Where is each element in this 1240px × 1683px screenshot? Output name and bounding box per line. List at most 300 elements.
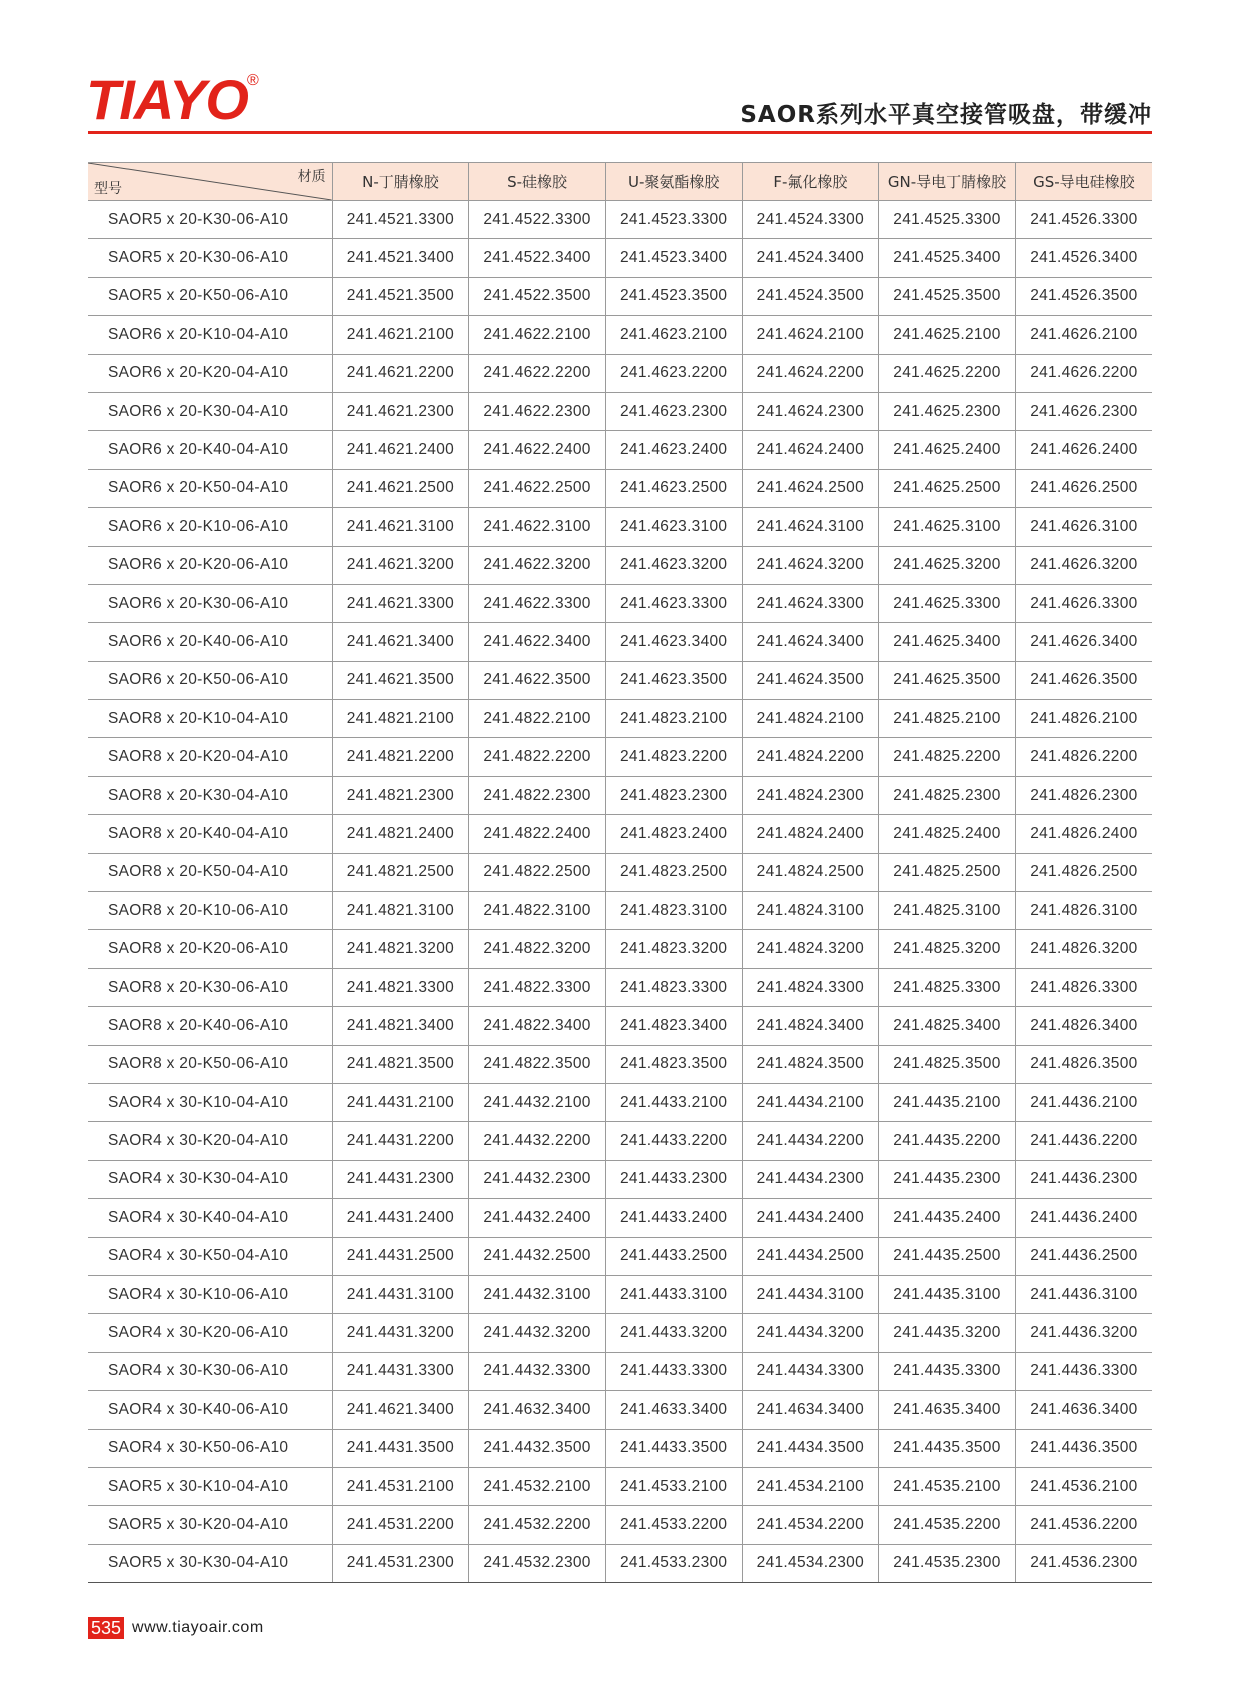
model-cell: SAOR5 x 30-K30-04-A10 <box>88 1544 332 1582</box>
model-cell: SAOR6 x 20-K20-06-A10 <box>88 546 332 584</box>
part-code-cell: 241.4622.2500 <box>469 469 606 507</box>
model-cell: SAOR6 x 20-K50-04-A10 <box>88 469 332 507</box>
part-code-cell: 241.4822.2400 <box>469 815 606 853</box>
table-row <box>88 1544 1152 1582</box>
part-code-cell: 241.4823.2500 <box>605 853 742 891</box>
model-cell: SAOR8 x 20-K30-04-A10 <box>88 776 332 814</box>
part-code-cell: 241.4626.2100 <box>1015 316 1152 354</box>
part-code-cell: 241.4535.2100 <box>879 1467 1016 1505</box>
part-code-cell: 241.4625.2100 <box>879 316 1016 354</box>
model-cell: SAOR6 x 20-K40-06-A10 <box>88 623 332 661</box>
part-code-cell: 241.4626.2200 <box>1015 354 1152 392</box>
part-code-cell: 241.4825.2200 <box>879 738 1016 776</box>
part-code-cell: 241.4621.3400 <box>332 1391 469 1429</box>
part-code-cell: 241.4532.2300 <box>469 1544 606 1582</box>
table-row <box>88 738 1152 776</box>
part-code-cell: 241.4621.3400 <box>332 623 469 661</box>
part-code-cell: 241.4821.2300 <box>332 776 469 814</box>
table-row <box>88 661 1152 699</box>
part-code-cell: 241.4826.3100 <box>1015 892 1152 930</box>
part-code-cell: 241.4823.2200 <box>605 738 742 776</box>
part-code-cell: 241.4535.2300 <box>879 1544 1016 1582</box>
table-row <box>88 469 1152 507</box>
part-code-cell: 241.4624.2100 <box>742 316 879 354</box>
part-code-cell: 241.4822.2200 <box>469 738 606 776</box>
table-row <box>88 623 1152 661</box>
part-number-table <box>88 162 1152 1583</box>
part-code-cell: 241.4625.3500 <box>879 661 1016 699</box>
part-code-cell: 241.4433.2300 <box>605 1160 742 1198</box>
part-code-cell: 241.4432.3100 <box>469 1275 606 1313</box>
table-row <box>88 392 1152 430</box>
table-row <box>88 1007 1152 1045</box>
part-code-cell: 241.4826.2200 <box>1015 738 1152 776</box>
page-number: 535 <box>88 1617 124 1639</box>
part-code-cell: 241.4525.3300 <box>879 201 1016 239</box>
part-code-cell: 241.4435.3500 <box>879 1429 1016 1467</box>
part-code-cell: 241.4822.2300 <box>469 776 606 814</box>
part-code-cell: 241.4526.3300 <box>1015 201 1152 239</box>
part-code-cell: 241.4823.3400 <box>605 1007 742 1045</box>
part-code-cell: 241.4623.2400 <box>605 431 742 469</box>
part-code-cell: 241.4432.3500 <box>469 1429 606 1467</box>
table-row <box>88 930 1152 968</box>
part-code-cell: 241.4523.3400 <box>605 239 742 277</box>
part-code-cell: 241.4623.2200 <box>605 354 742 392</box>
part-code-cell: 241.4821.3300 <box>332 968 469 1006</box>
model-cell: SAOR6 x 20-K40-04-A10 <box>88 431 332 469</box>
table-row <box>88 1122 1152 1160</box>
part-code-cell: 241.4624.2200 <box>742 354 879 392</box>
model-cell: SAOR8 x 20-K10-04-A10 <box>88 700 332 738</box>
model-cell: SAOR8 x 20-K20-06-A10 <box>88 930 332 968</box>
website-link[interactable]: www.tiayoair.com <box>132 1619 264 1636</box>
part-code-cell: 241.4822.3400 <box>469 1007 606 1045</box>
part-code-cell: 241.4626.3100 <box>1015 508 1152 546</box>
model-cell: SAOR5 x 20-K50-06-A10 <box>88 277 332 315</box>
part-code-cell: 241.4432.2400 <box>469 1199 606 1237</box>
part-code-cell: 241.4436.3300 <box>1015 1352 1152 1390</box>
part-code-cell: 241.4432.2300 <box>469 1160 606 1198</box>
model-cell: SAOR6 x 20-K10-04-A10 <box>88 316 332 354</box>
part-code-cell: 241.4435.2100 <box>879 1083 1016 1121</box>
part-code-cell: 241.4435.2400 <box>879 1199 1016 1237</box>
part-code-cell: 241.4825.3300 <box>879 968 1016 1006</box>
brand-name: TIAYO <box>86 68 248 131</box>
part-code-cell: 241.4621.3300 <box>332 584 469 622</box>
part-code-cell: 241.4626.3500 <box>1015 661 1152 699</box>
part-code-cell: 241.4436.2500 <box>1015 1237 1152 1275</box>
model-cell: SAOR8 x 20-K40-06-A10 <box>88 1007 332 1045</box>
part-code-cell: 241.4636.3400 <box>1015 1391 1152 1429</box>
model-cell: SAOR4 x 30-K50-04-A10 <box>88 1237 332 1275</box>
part-code-cell: 241.4524.3500 <box>742 277 879 315</box>
part-code-cell: 241.4824.3300 <box>742 968 879 1006</box>
part-code-cell: 241.4626.3200 <box>1015 546 1152 584</box>
part-code-cell: 241.4825.2300 <box>879 776 1016 814</box>
part-code-cell: 241.4822.2500 <box>469 853 606 891</box>
part-code-cell: 241.4531.2100 <box>332 1467 469 1505</box>
column-header: U-聚氨酯橡胶 <box>605 163 742 201</box>
part-code-cell: 241.4521.3300 <box>332 201 469 239</box>
part-code-cell: 241.4825.3100 <box>879 892 1016 930</box>
part-code-cell: 241.4431.3100 <box>332 1275 469 1313</box>
part-code-cell: 241.4626.3300 <box>1015 584 1152 622</box>
part-code-cell: 241.4824.2500 <box>742 853 879 891</box>
part-code-cell: 241.4432.2500 <box>469 1237 606 1275</box>
part-code-cell: 241.4434.2400 <box>742 1199 879 1237</box>
part-code-cell: 241.4623.3200 <box>605 546 742 584</box>
part-code-cell: 241.4621.2400 <box>332 431 469 469</box>
table-row <box>88 1045 1152 1083</box>
title-divider <box>88 131 1152 134</box>
part-code-cell: 241.4436.3100 <box>1015 1275 1152 1313</box>
part-code-cell: 241.4432.3300 <box>469 1352 606 1390</box>
part-code-cell: 241.4824.2100 <box>742 700 879 738</box>
part-code-cell: 241.4624.3300 <box>742 584 879 622</box>
part-code-cell: 241.4531.2300 <box>332 1544 469 1582</box>
part-code-cell: 241.4634.3400 <box>742 1391 879 1429</box>
part-code-cell: 241.4823.3500 <box>605 1045 742 1083</box>
part-code-cell: 241.4622.3300 <box>469 584 606 622</box>
part-code-cell: 241.4822.3300 <box>469 968 606 1006</box>
part-code-cell: 241.4434.3100 <box>742 1275 879 1313</box>
part-code-cell: 241.4431.3300 <box>332 1352 469 1390</box>
table-header <box>88 163 1152 201</box>
model-cell: SAOR8 x 20-K10-06-A10 <box>88 892 332 930</box>
column-header: GS-导电硅橡胶 <box>1015 163 1152 201</box>
part-code-cell: 241.4622.3100 <box>469 508 606 546</box>
table-row <box>88 546 1152 584</box>
column-header: GN-导电丁腈橡胶 <box>879 163 1016 201</box>
part-code-cell: 241.4431.2200 <box>332 1122 469 1160</box>
table-row <box>88 239 1152 277</box>
part-code-cell: 241.4435.3300 <box>879 1352 1016 1390</box>
part-code-cell: 241.4635.3400 <box>879 1391 1016 1429</box>
table-row <box>88 968 1152 1006</box>
part-code-cell: 241.4434.2100 <box>742 1083 879 1121</box>
model-cell: SAOR5 x 20-K30-06-A10 <box>88 239 332 277</box>
table-body <box>88 201 1152 1583</box>
table-row <box>88 892 1152 930</box>
part-code-cell: 241.4824.3500 <box>742 1045 879 1083</box>
part-code-cell: 241.4821.3100 <box>332 892 469 930</box>
part-code-cell: 241.4434.2500 <box>742 1237 879 1275</box>
part-code-cell: 241.4825.2400 <box>879 815 1016 853</box>
part-code-cell: 241.4625.3100 <box>879 508 1016 546</box>
part-code-cell: 241.4824.2400 <box>742 815 879 853</box>
part-code-cell: 241.4623.3500 <box>605 661 742 699</box>
part-code-cell: 241.4522.3300 <box>469 201 606 239</box>
model-cell: SAOR5 x 30-K10-04-A10 <box>88 1467 332 1505</box>
part-code-cell: 241.4436.2300 <box>1015 1160 1152 1198</box>
part-code-cell: 241.4625.2500 <box>879 469 1016 507</box>
registered-mark: ® <box>247 72 259 89</box>
part-code-cell: 241.4821.2500 <box>332 853 469 891</box>
part-code-cell: 241.4826.2400 <box>1015 815 1152 853</box>
part-code-cell: 241.4823.2100 <box>605 700 742 738</box>
part-code-cell: 241.4433.2400 <box>605 1199 742 1237</box>
material-label: 材质 <box>297 169 326 185</box>
table-row <box>88 1391 1152 1429</box>
table-row <box>88 1429 1152 1467</box>
part-code-cell: 241.4523.3500 <box>605 277 742 315</box>
part-code-cell: 241.4436.2100 <box>1015 1083 1152 1121</box>
model-cell: SAOR6 x 20-K30-04-A10 <box>88 392 332 430</box>
model-cell: SAOR4 x 30-K20-04-A10 <box>88 1122 332 1160</box>
table-row <box>88 1083 1152 1121</box>
part-code-cell: 241.4825.2500 <box>879 853 1016 891</box>
page-title: SAOR系列水平真空接管吸盘，带缓冲 <box>740 102 1152 128</box>
table-row <box>88 1237 1152 1275</box>
part-code-cell: 241.4434.3200 <box>742 1314 879 1352</box>
part-code-cell: 241.4433.2100 <box>605 1083 742 1121</box>
part-code-cell: 241.4626.3400 <box>1015 623 1152 661</box>
model-cell: SAOR4 x 30-K40-04-A10 <box>88 1199 332 1237</box>
part-code-cell: 241.4625.3300 <box>879 584 1016 622</box>
model-cell: SAOR4 x 30-K10-04-A10 <box>88 1083 332 1121</box>
part-code-cell: 241.4622.2400 <box>469 431 606 469</box>
part-code-cell: 241.4431.2300 <box>332 1160 469 1198</box>
part-code-cell: 241.4534.2100 <box>742 1467 879 1505</box>
part-code-cell: 241.4822.3100 <box>469 892 606 930</box>
model-cell: SAOR6 x 20-K50-06-A10 <box>88 661 332 699</box>
part-code-cell: 241.4821.2100 <box>332 700 469 738</box>
model-cell: SAOR4 x 30-K10-06-A10 <box>88 1275 332 1313</box>
model-cell: SAOR4 x 30-K30-06-A10 <box>88 1352 332 1390</box>
part-code-cell: 241.4824.2200 <box>742 738 879 776</box>
model-cell: SAOR4 x 30-K40-06-A10 <box>88 1391 332 1429</box>
part-code-cell: 241.4621.2300 <box>332 392 469 430</box>
part-code-cell: 241.4824.3200 <box>742 930 879 968</box>
part-code-cell: 241.4521.3500 <box>332 277 469 315</box>
part-code-cell: 241.4536.2300 <box>1015 1544 1152 1582</box>
part-code-cell: 241.4823.3200 <box>605 930 742 968</box>
part-code-cell: 241.4536.2100 <box>1015 1467 1152 1505</box>
part-code-cell: 241.4432.3200 <box>469 1314 606 1352</box>
table-row <box>88 1506 1152 1544</box>
model-cell: SAOR6 x 20-K10-06-A10 <box>88 508 332 546</box>
part-code-cell: 241.4431.3500 <box>332 1429 469 1467</box>
part-code-cell: 241.4625.3200 <box>879 546 1016 584</box>
table-row <box>88 201 1152 239</box>
part-code-cell: 241.4825.3200 <box>879 930 1016 968</box>
table-row <box>88 1314 1152 1352</box>
table-row <box>88 316 1152 354</box>
corner-header-cell <box>88 163 332 201</box>
part-code-cell: 241.4824.2300 <box>742 776 879 814</box>
part-code-cell: 241.4533.2200 <box>605 1506 742 1544</box>
model-cell: SAOR4 x 30-K50-06-A10 <box>88 1429 332 1467</box>
table-row <box>88 354 1152 392</box>
part-code-cell: 241.4435.3100 <box>879 1275 1016 1313</box>
part-code-cell: 241.4822.2100 <box>469 700 606 738</box>
part-code-cell: 241.4431.3200 <box>332 1314 469 1352</box>
part-code-cell: 241.4436.2400 <box>1015 1199 1152 1237</box>
part-code-cell: 241.4435.2300 <box>879 1160 1016 1198</box>
part-code-cell: 241.4534.2300 <box>742 1544 879 1582</box>
part-code-cell: 241.4431.2500 <box>332 1237 469 1275</box>
part-code-cell: 241.4623.2300 <box>605 392 742 430</box>
part-code-cell: 241.4625.2300 <box>879 392 1016 430</box>
part-code-cell: 241.4621.2100 <box>332 316 469 354</box>
table-row <box>88 1160 1152 1198</box>
table-row <box>88 1352 1152 1390</box>
column-header: F-氟化橡胶 <box>742 163 879 201</box>
part-code-cell: 241.4825.2100 <box>879 700 1016 738</box>
part-code-cell: 241.4826.3200 <box>1015 930 1152 968</box>
part-code-cell: 241.4632.3400 <box>469 1391 606 1429</box>
model-cell: SAOR5 x 20-K30-06-A10 <box>88 201 332 239</box>
part-code-cell: 241.4433.3300 <box>605 1352 742 1390</box>
part-code-cell: 241.4826.3400 <box>1015 1007 1152 1045</box>
part-code-cell: 241.4624.2300 <box>742 392 879 430</box>
part-code-cell: 241.4435.3200 <box>879 1314 1016 1352</box>
part-code-cell: 241.4824.3100 <box>742 892 879 930</box>
part-code-cell: 241.4825.3500 <box>879 1045 1016 1083</box>
model-cell: SAOR4 x 30-K30-04-A10 <box>88 1160 332 1198</box>
part-code-cell: 241.4621.3200 <box>332 546 469 584</box>
part-code-cell: 241.4625.2200 <box>879 354 1016 392</box>
part-code-cell: 241.4821.3200 <box>332 930 469 968</box>
table-row <box>88 584 1152 622</box>
part-code-cell: 241.4826.2100 <box>1015 700 1152 738</box>
table-row <box>88 776 1152 814</box>
model-label: 型号 <box>94 181 122 197</box>
part-code-cell: 241.4432.2200 <box>469 1122 606 1160</box>
part-code-cell: 241.4621.3500 <box>332 661 469 699</box>
part-code-cell: 241.4432.2100 <box>469 1083 606 1121</box>
part-code-cell: 241.4623.2500 <box>605 469 742 507</box>
part-code-cell: 241.4434.3300 <box>742 1352 879 1390</box>
part-code-cell: 241.4623.2100 <box>605 316 742 354</box>
part-code-cell: 241.4823.2400 <box>605 815 742 853</box>
part-code-cell: 241.4626.2400 <box>1015 431 1152 469</box>
part-code-cell: 241.4525.3400 <box>879 239 1016 277</box>
part-code-cell: 241.4623.3300 <box>605 584 742 622</box>
part-code-cell: 241.4536.2200 <box>1015 1506 1152 1544</box>
part-code-cell: 241.4435.2500 <box>879 1237 1016 1275</box>
part-code-cell: 241.4626.2300 <box>1015 392 1152 430</box>
part-code-cell: 241.4624.3200 <box>742 546 879 584</box>
part-code-cell: 241.4533.2100 <box>605 1467 742 1505</box>
model-cell: SAOR4 x 30-K20-06-A10 <box>88 1314 332 1352</box>
part-code-cell: 241.4821.3500 <box>332 1045 469 1083</box>
model-cell: SAOR5 x 30-K20-04-A10 <box>88 1506 332 1544</box>
table-row <box>88 853 1152 891</box>
part-code-cell: 241.4823.3100 <box>605 892 742 930</box>
model-cell: SAOR8 x 20-K50-04-A10 <box>88 853 332 891</box>
table-row <box>88 700 1152 738</box>
part-code-cell: 241.4433.3100 <box>605 1275 742 1313</box>
part-code-cell: 241.4434.3500 <box>742 1429 879 1467</box>
brand-logo <box>86 70 248 130</box>
part-code-cell: 241.4622.2300 <box>469 392 606 430</box>
model-cell: SAOR8 x 20-K30-06-A10 <box>88 968 332 1006</box>
part-code-cell: 241.4522.3500 <box>469 277 606 315</box>
part-code-cell: 241.4522.3400 <box>469 239 606 277</box>
table-row <box>88 1275 1152 1313</box>
part-code-cell: 241.4622.3200 <box>469 546 606 584</box>
part-code-cell: 241.4625.3400 <box>879 623 1016 661</box>
part-code-cell: 241.4431.2400 <box>332 1199 469 1237</box>
part-code-cell: 241.4436.3200 <box>1015 1314 1152 1352</box>
part-code-cell: 241.4433.2200 <box>605 1122 742 1160</box>
part-code-cell: 241.4633.3400 <box>605 1391 742 1429</box>
part-code-cell: 241.4436.2200 <box>1015 1122 1152 1160</box>
part-code-cell: 241.4624.3100 <box>742 508 879 546</box>
part-code-cell: 241.4435.2200 <box>879 1122 1016 1160</box>
part-code-cell: 241.4434.2200 <box>742 1122 879 1160</box>
part-code-cell: 241.4622.2200 <box>469 354 606 392</box>
part-code-cell: 241.4431.2100 <box>332 1083 469 1121</box>
part-code-cell: 241.4622.3400 <box>469 623 606 661</box>
part-code-cell: 241.4621.2500 <box>332 469 469 507</box>
model-cell: SAOR8 x 20-K40-04-A10 <box>88 815 332 853</box>
part-code-cell: 241.4524.3400 <box>742 239 879 277</box>
part-code-cell: 241.4626.2500 <box>1015 469 1152 507</box>
table-row <box>88 1199 1152 1237</box>
part-code-cell: 241.4622.3500 <box>469 661 606 699</box>
part-code-cell: 241.4531.2200 <box>332 1506 469 1544</box>
part-code-cell: 241.4826.2500 <box>1015 853 1152 891</box>
model-cell: SAOR6 x 20-K20-04-A10 <box>88 354 332 392</box>
column-header: S-硅橡胶 <box>469 163 606 201</box>
part-code-cell: 241.4821.3400 <box>332 1007 469 1045</box>
part-code-cell: 241.4532.2200 <box>469 1506 606 1544</box>
model-cell: SAOR8 x 20-K20-04-A10 <box>88 738 332 776</box>
part-code-cell: 241.4821.2400 <box>332 815 469 853</box>
part-code-cell: 241.4823.2300 <box>605 776 742 814</box>
table-row <box>88 508 1152 546</box>
part-code-cell: 241.4821.2200 <box>332 738 469 776</box>
part-code-cell: 241.4525.3500 <box>879 277 1016 315</box>
part-code-cell: 241.4434.2300 <box>742 1160 879 1198</box>
part-code-cell: 241.4823.3300 <box>605 968 742 1006</box>
model-cell: SAOR8 x 20-K50-06-A10 <box>88 1045 332 1083</box>
part-code-cell: 241.4433.3500 <box>605 1429 742 1467</box>
part-code-cell: 241.4526.3500 <box>1015 277 1152 315</box>
part-code-cell: 241.4624.3500 <box>742 661 879 699</box>
part-code-cell: 241.4436.3500 <box>1015 1429 1152 1467</box>
part-code-cell: 241.4624.2400 <box>742 431 879 469</box>
part-code-cell: 241.4824.3400 <box>742 1007 879 1045</box>
part-code-cell: 241.4433.3200 <box>605 1314 742 1352</box>
part-code-cell: 241.4524.3300 <box>742 201 879 239</box>
part-code-cell: 241.4825.3400 <box>879 1007 1016 1045</box>
part-code-cell: 241.4822.3500 <box>469 1045 606 1083</box>
part-code-cell: 241.4621.3100 <box>332 508 469 546</box>
diagonal-divider <box>88 163 332 200</box>
part-code-cell: 241.4433.2500 <box>605 1237 742 1275</box>
table-row <box>88 431 1152 469</box>
part-code-cell: 241.4534.2200 <box>742 1506 879 1544</box>
part-code-cell: 241.4622.2100 <box>469 316 606 354</box>
table-row <box>88 815 1152 853</box>
part-code-cell: 241.4624.3400 <box>742 623 879 661</box>
part-code-cell: 241.4621.2200 <box>332 354 469 392</box>
part-code-cell: 241.4623.3100 <box>605 508 742 546</box>
part-code-cell: 241.4625.2400 <box>879 431 1016 469</box>
part-code-cell: 241.4826.3500 <box>1015 1045 1152 1083</box>
part-code-cell: 241.4826.2300 <box>1015 776 1152 814</box>
part-code-cell: 241.4521.3400 <box>332 239 469 277</box>
table-row <box>88 277 1152 315</box>
page-footer <box>88 1617 264 1639</box>
part-code-cell: 241.4826.3300 <box>1015 968 1152 1006</box>
table-row <box>88 1467 1152 1505</box>
part-code-cell: 241.4532.2100 <box>469 1467 606 1505</box>
